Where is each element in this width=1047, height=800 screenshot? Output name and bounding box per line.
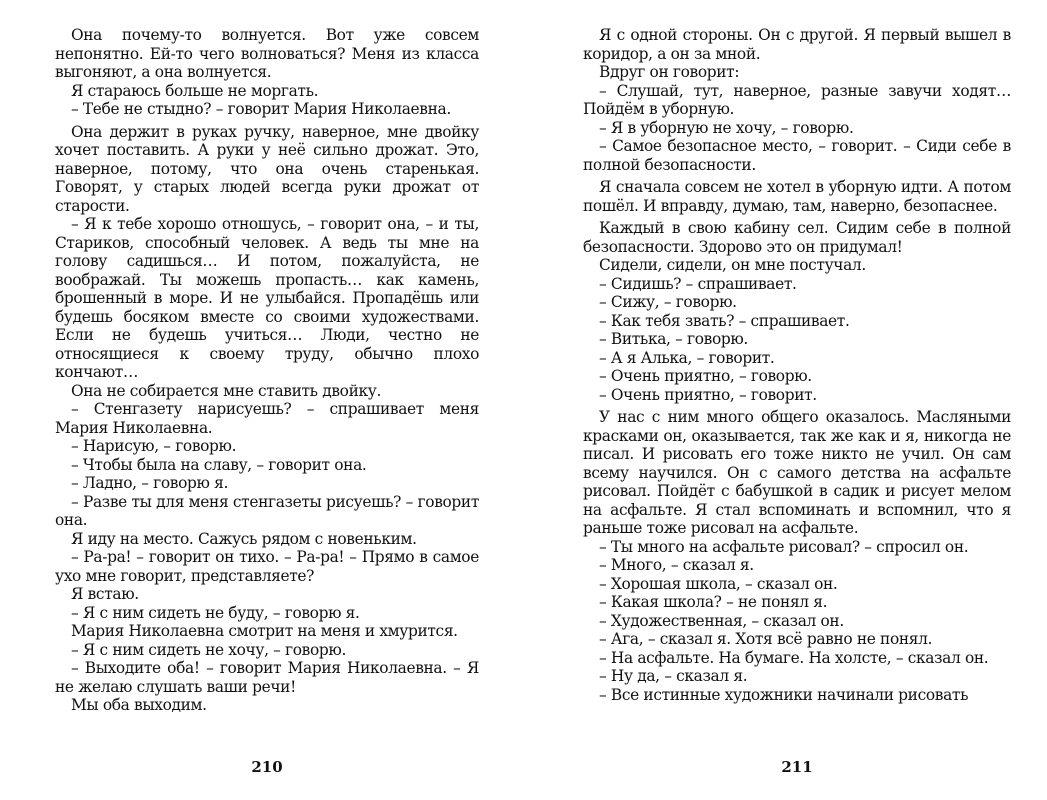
paragraph: – Как тебя звать? – спрашивает. [599,311,850,330]
paragraph: – Я с ним сидеть не буду, – говорю я. [71,603,360,622]
paragraph: – Сижу, – говорю. [599,293,737,311]
paragraph: – Сидишь? – спрашивает. [599,274,797,293]
paragraph: – Хорошая школа, – сказал он. [599,574,838,593]
left-page [55,26,479,786]
paragraph: Я стараюсь больше не моргать. [71,81,319,100]
paragraph: – Я с ним сидеть не хочу, – говорю. [71,640,347,659]
paragraph: – Ра-ра! – говорит он тихо. – Ра-ра! – Прямо в самое ухо мне говорит, представляете? [55,548,479,585]
paragraph: Я встаю. [71,585,139,603]
paragraph: Она не собирается мне ставить двойку. [71,381,382,400]
left-page-text [55,26,479,715]
paragraph: Мария Николаевна смотрит на меня и хмурится. [71,622,458,640]
paragraph: Вдруг он говорит: [599,63,740,81]
paragraph: Она почему-то волнуется. Вот уже совсем непонятно. Ей-то чего волноваться? Меня из класса выгоняют, а она волнуется. [55,26,479,81]
right-page-text [583,26,1011,704]
paragraph: – Ну да, – сказал я. [599,667,748,685]
paragraph: – Чтобы была на славу, – говорит она. [71,455,367,474]
paragraph: – Самое безопасное место, – говорит. – Сиди себе в полной безопасности. [583,137,1011,174]
paragraph: – Ладно, – говорю я. [71,474,228,492]
paragraph: Она держит в руках ручку, наверное, мне двойку хочет поставить. А руки у неё сильно дрожат. Это, наверное, потому, что она очень старенькая. Говорят, у старых людей всегда руки дрожат от старости. [55,122,479,215]
paragraph: – Разве ты для меня стенгазеты рисуешь? – говорит она. [55,492,479,529]
paragraph: – Витька, – говорю. [599,330,748,348]
paragraph: – Все истинные художники начинали рисовать [599,685,969,704]
paragraph: – Очень приятно, – говорю. [599,367,812,385]
paragraph: – Я в уборную не хочу, – говорю. [599,118,854,137]
paragraph: – Слушай, тут, наверное, разные завучи ходят… Пойдём в уборную. [583,81,1011,118]
right-page [583,26,1011,786]
paragraph: – Тебе не стыдно? – говорит Мария Николаевна. [71,100,451,118]
paragraph: – Нарисую, – говорю. [71,437,237,455]
gutter [523,0,524,800]
paragraph: – Много, – сказал я. [599,556,754,574]
paragraph: – Стенгазету нарисуешь? – спрашивает меня Мария Николаевна. [55,400,479,437]
paragraph: – Ага, – сказал я. Хотя всё равно не понял. [599,630,933,648]
paragraph: – Я к тебе хорошо отношусь, – говорит она, – и ты, Стариков, способный человек. А ведь ты мне на голову садишься… И потом, пожалуйста, не воображай. Ты можешь пропасть… как камень, брошенный в море. И не улыбайся. Пропадёшь или будешь босяком вместе со своими художествами. Если не будешь учиться… Люди, честно не относящиеся к своему труду, обычно плохо кончают… [55,215,479,381]
paragraph: Я с одной стороны. Он с другой. Я первый вышел в коридор, а он за мной. [583,26,1011,63]
paragraph: Сидели, сидели, он мне постучал. [599,256,866,274]
page-number: 211 [781,758,813,776]
paragraph: – Ты много на асфальте рисовал? – спросил он. [599,537,969,556]
paragraph: – На асфальте. На бумаге. На холсте, – сказал он. [599,648,989,667]
paragraph: Каждый в свою кабину сел. Сидим себе в полной безопасности. Здорово это он придумал! [583,219,1011,256]
paragraph: – А я Алька, – говорит. [599,348,775,367]
paragraph: – Выходите оба! – говорит Мария Николаевна. – Я не желаю слушать ваши речи! [55,659,479,696]
paragraph: Я иду на место. Сажусь рядом с новеньким. [71,529,417,548]
paragraph: Мы оба выходим. [71,696,207,714]
paragraph: У нас с ним много общего оказалось. Масляными красками он, оказывается, так же как и я, никогда не писал. И рисовать его тоже никто не учил. Он сам всему научился. Он с самого детства на асфальте рисовал. Пойдёт с бабушкой в садик и рисует мелом на асфальте. Я стал вспоминать и вспомнил, что я раньше тоже рисовал на асфальте. [583,408,1011,537]
paragraph: Я сначала совсем не хотел в уборную идти. А потом пошёл. И вправду, думаю, там, наверно, безопаснее. [583,178,1011,215]
paragraph: – Художественная, – сказал он. [599,611,844,630]
paragraph: – Очень приятно, – говорит. [599,385,817,404]
page-number: 210 [251,758,283,776]
paragraph: – Какая школа? – не понял я. [599,593,828,611]
